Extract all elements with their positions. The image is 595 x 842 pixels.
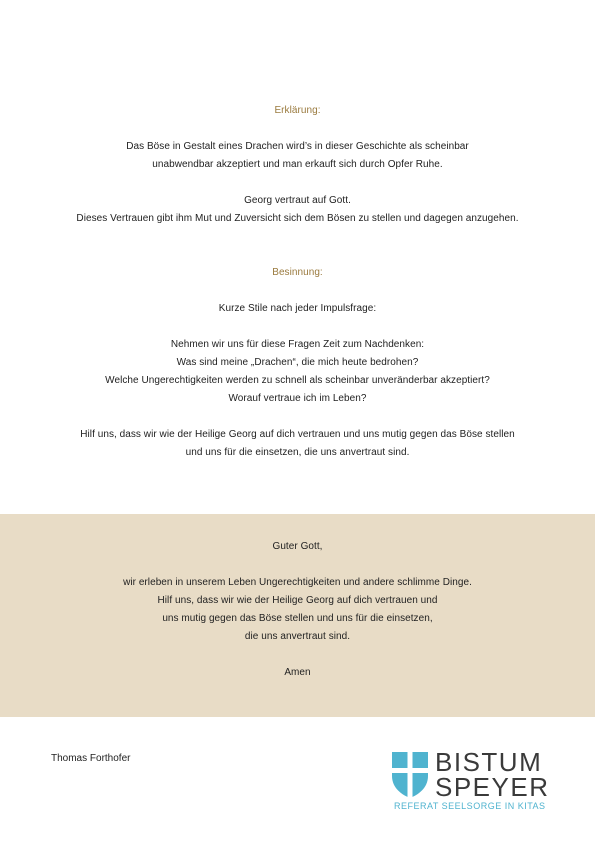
reflection-closing-line: und uns für die einsetzen, die uns anvertraut sind. [185, 447, 410, 458]
reflection-section [0, 264, 595, 462]
reflection-question: Was sind meine „Drachen“, die mich heute bedrohen? [176, 357, 419, 368]
prayer-line: die uns anvertraut sind. [244, 631, 351, 642]
reflection-question: Worauf vertraue ich im Leben? [228, 393, 367, 404]
bistum-speyer-logo [392, 747, 562, 815]
prayer-amen: Amen [284, 667, 311, 678]
explanation-line: unabwendbar akzeptiert und man erkauft sich durch Opfer Ruhe. [152, 159, 443, 170]
explanation-section [0, 102, 595, 228]
reflection-closing-line: Hilf uns, dass wir wie der Heilige Georg auf dich vertrauen und uns mutig gegen das Böse stellen [80, 429, 515, 440]
reflection-question: Nehmen wir uns für diese Fragen Zeit zum Nachdenken: [170, 339, 425, 350]
prayer-greeting: Guter Gott, [272, 541, 323, 552]
explanation-line: Georg vertraut auf Gott. [244, 195, 351, 206]
prayer-line: uns mutig gegen das Böse stellen und uns für die einsetzen, [162, 613, 433, 624]
reflection-question: Welche Ungerechtigkeiten werden zu schnell als scheinbar unveränderbar akzeptiert? [105, 375, 490, 386]
logo-word-speyer: SPEYER [435, 772, 550, 802]
reflection-heading: Besinnung: [272, 267, 323, 278]
logo-subtitle: REFERAT SEELSORGE IN KITAS [394, 801, 546, 811]
prayer-line: wir erleben in unserem Leben Ungerechtigkeiten und andere schlimme Dinge. [123, 577, 472, 588]
explanation-line: Dieses Vertrauen gibt ihm Mut und Zuversicht sich dem Bösen zu stellen und dagegen anzugehen. [76, 213, 519, 224]
reflection-intro: Kurze Stile nach jeder Impulsfrage: [218, 303, 377, 314]
explanation-line: Das Böse in Gestalt eines Drachen wird’s in dieser Geschichte als scheinbar [126, 141, 469, 152]
prayer-line: Hilf uns, dass wir wie der Heilige Georg auf dich vertrauen und [157, 595, 438, 606]
logo-word-bistum: BISTUM [435, 747, 543, 777]
prayer-section [0, 538, 595, 682]
author-name: Thomas Forthofer [51, 753, 131, 764]
explanation-heading: Erklärung: [274, 105, 321, 116]
cross-shield-icon [392, 752, 428, 798]
